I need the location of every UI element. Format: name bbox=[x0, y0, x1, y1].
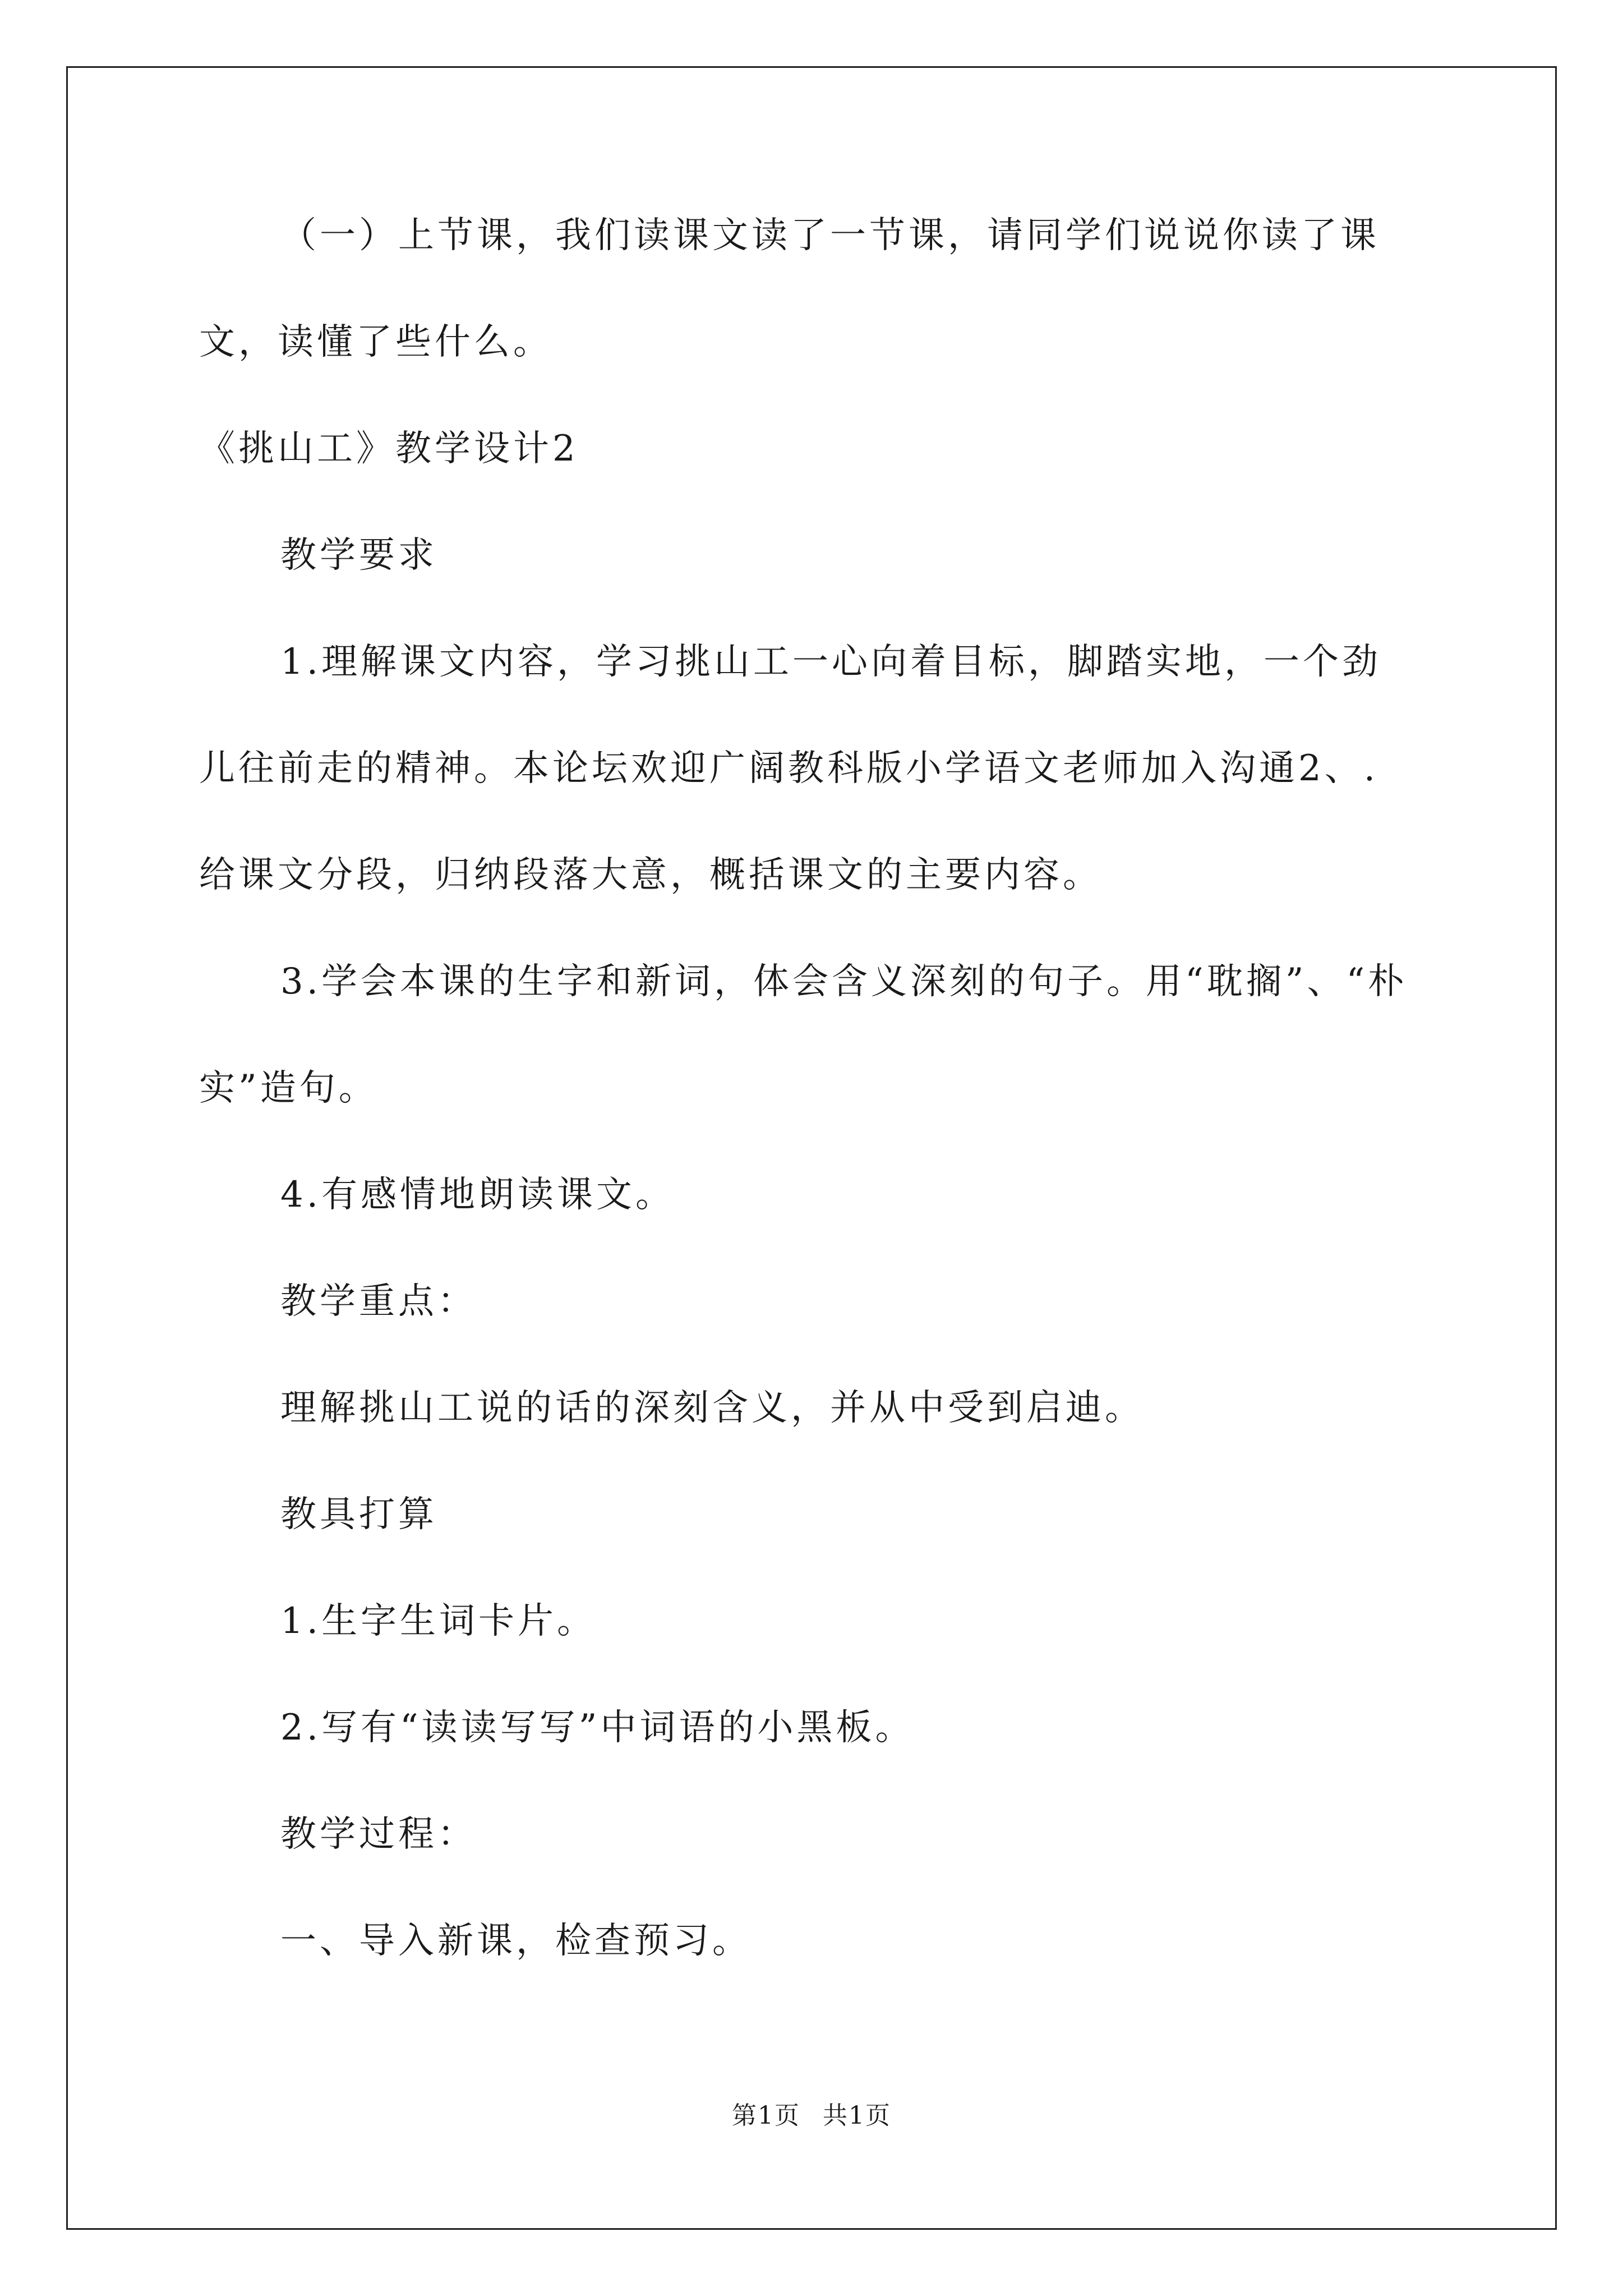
heading-teaching-requirements: 教学要求 bbox=[280, 535, 437, 576]
page-total: 共1页 bbox=[823, 2101, 891, 2130]
page-number: 第1页 bbox=[732, 2101, 800, 2130]
paragraph-line: 理解挑山工说的话的深刻含义，并从中受到启迪。 bbox=[280, 1387, 1144, 1429]
paragraph-line: 文，读懂了些什么。 bbox=[199, 321, 552, 363]
paragraph-line: 实”造句。 bbox=[199, 1068, 378, 1109]
paragraph-line: （一）上节课，我们读课文读了一节课，请同学们说说你读了课 bbox=[280, 215, 1380, 256]
paragraph-line: 1.生字生词卡片。 bbox=[280, 1600, 597, 1642]
paragraph-line: 4.有感情地朗读课文。 bbox=[280, 1174, 675, 1216]
paragraph-line: 2.写有“读读写写”中词语的小黑板。 bbox=[280, 1707, 915, 1749]
page-border bbox=[66, 66, 1557, 2230]
heading-key-points: 教学重点： bbox=[280, 1281, 477, 1322]
heading-teaching-process: 教学过程： bbox=[280, 1814, 477, 1855]
paragraph-line: 儿往前走的精神。本论坛欢迎广阔教科版小学语文老师加入沟通2、. bbox=[199, 748, 1379, 789]
page-footer bbox=[0, 2099, 1623, 2133]
paragraph-line: 1.理解课文内容，学习挑山工一心向着目标，脚踏实地，一个劲 bbox=[280, 641, 1382, 683]
heading-teaching-aids: 教具打算 bbox=[280, 1494, 437, 1535]
paragraph-line: 3.学会本课的生字和新词，体会含义深刻的句子。用“耽搁”、“朴 bbox=[280, 961, 1408, 1002]
paragraph-line: 一、导入新课，检查预习。 bbox=[280, 1920, 751, 1962]
paragraph-line: 给课文分段，归纳段落大意，概括课文的主要内容。 bbox=[199, 854, 1102, 896]
section-title: 《挑山工》教学设计2 bbox=[199, 428, 579, 470]
